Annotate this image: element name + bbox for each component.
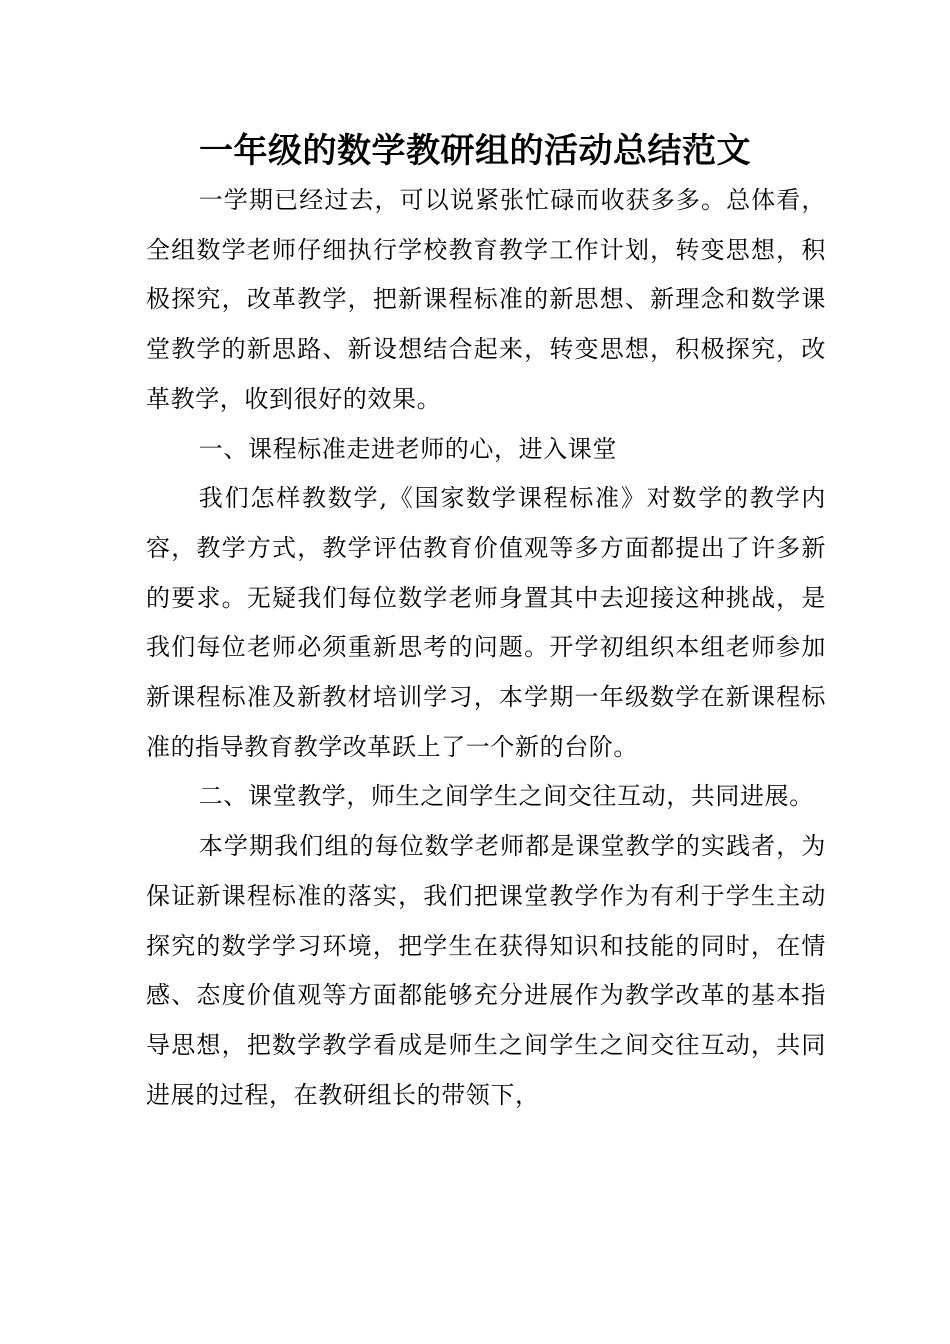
paragraph-intro: 一学期已经过去，可以说紧张忙碌而收获多多。总体看，全组数学老师仔细执行学校教育教学工作计划，转变思想，积极探究，改革教学，把新课程标准的新思想、新理念和数学课堂教学的新思路、新设想结合起来，转变思想，积极探究，改革教学，收到很好的效果。 (146, 186, 826, 413)
section-heading-2: 二、课堂教学，师生之间学生之间交往互动，共同进展。 (198, 782, 814, 811)
paragraph-section-1: 我们怎样教数学,《国家数学课程标准》对数学的教学内容，教学方式，教学评估教育价值观等多方面都提出了许多新的要求。无疑我们每位数学老师身置其中去迎接这种挑战，是我们每位老师必须重新思考的问题。开学初组织本组老师参加新课程标准及新教材培训学习，本学期一年级数学在新课程标准的指导教育教学改革跃上了一个新的台阶。 (146, 484, 826, 761)
paragraph-section-2: 本学期我们组的每位数学老师都是课堂教学的实践者，为保证新课程标准的落实，我们把课堂教学作为有利于学生主动探究的数学学习环境，把学生在获得知识和技能的同时，在情感、态度价值观等方面都能够充分进展作为教学改革的基本指导思想，把数学教学看成是师生之间学生之间交往互动，共同进展的过程，在教研组长的带领下， (146, 832, 826, 1109)
section-heading-1: 一、课程标准走进老师的心，进入课堂 (198, 434, 617, 463)
document-title: 一年级的数学教研组的活动总结范文 (199, 131, 751, 171)
document-body (146, 176, 826, 1120)
